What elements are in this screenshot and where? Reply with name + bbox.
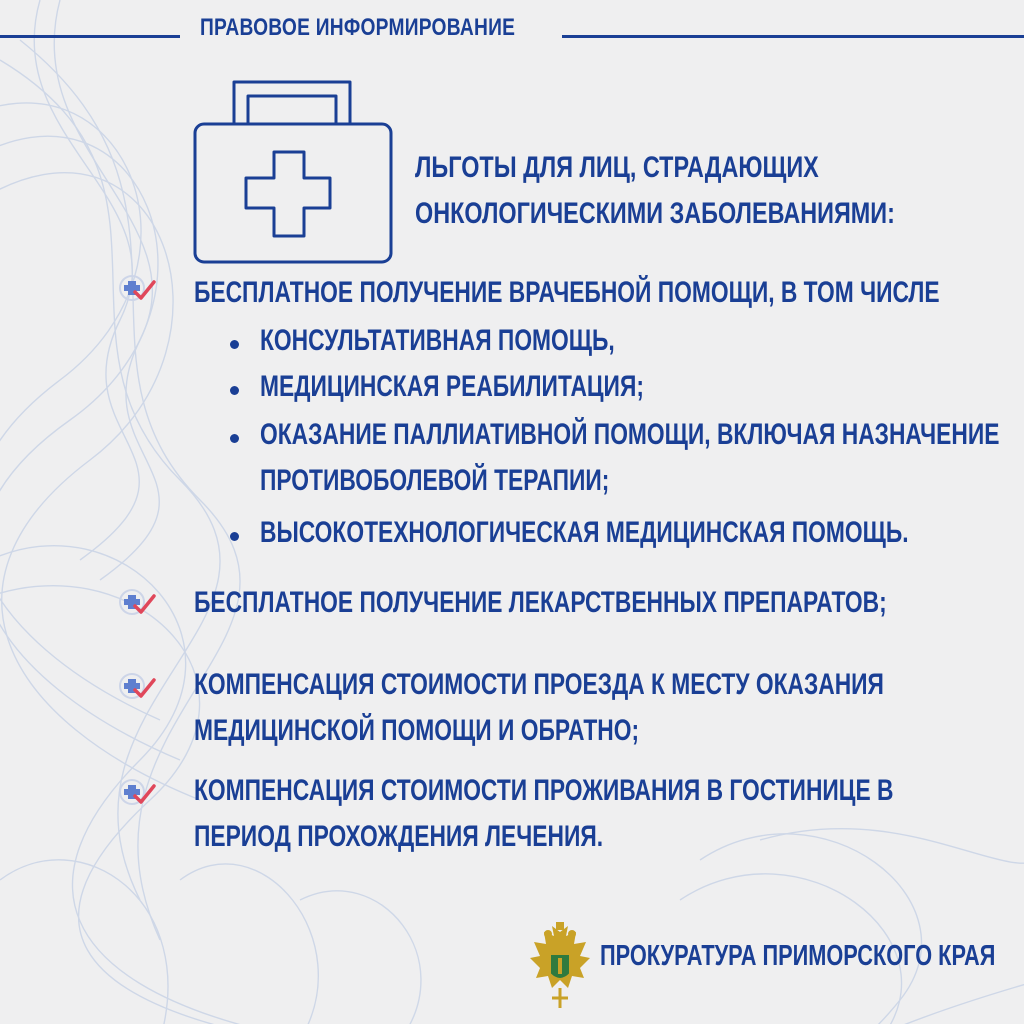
subitem-bullet (230, 386, 239, 395)
subitem-bullet (230, 434, 239, 443)
medical-cross-check-icon (110, 584, 162, 620)
medical-cross-check-icon (110, 668, 162, 704)
intro-line-2: ОНКОЛОГИЧЕСКИМИ ЗАБОЛЕВАНИЯМИ: (415, 197, 895, 230)
header-rule-right (562, 35, 1024, 38)
subitem-bullet (230, 340, 239, 349)
intro-line-1: ЛЬГОТЫ ДЛЯ ЛИЦ, СТРАДАЮЩИХ (415, 151, 819, 184)
subitem-bullet (230, 532, 239, 541)
double-headed-eagle-emblem-icon (526, 922, 594, 1012)
benefits-intro-heading (415, 145, 895, 237)
page-header-title: ПРАВОВОЕ ИНФОРМИРОВАНИЕ (200, 14, 516, 41)
subitem-3-line-2: ПРОТИВОБОЛЕВОЙ ТЕРАПИИ; (260, 464, 610, 497)
medical-cross-check-icon (110, 774, 162, 810)
medical-cross-check-icon (110, 270, 162, 306)
first-aid-kit-icon (188, 78, 398, 268)
subitem-3 (260, 412, 999, 504)
organization-name: ПРОКУРАТУРА ПРИМОРСКОГО КРАЯ (600, 940, 996, 972)
benefit-4-line-2: ПЕРИОД ПРОХОЖДЕНИЯ ЛЕЧЕНИЯ. (194, 820, 604, 853)
benefit-4-text (194, 768, 893, 860)
subitem-4: ВЫСОКОТЕХНОЛОГИЧЕСКАЯ МЕДИЦИНСКАЯ ПОМОЩЬ. (260, 516, 909, 549)
benefit-3-line-1: КОМПЕНСАЦИЯ СТОИМОСТИ ПРОЕЗДА К МЕСТУ ОКАЗАНИЯ (194, 668, 884, 701)
benefit-4-line-1: КОМПЕНСАЦИЯ СТОИМОСТИ ПРОЖИВАНИЯ В ГОСТИНИЦЕ В (194, 774, 894, 807)
benefit-2-text: БЕСПЛАТНОЕ ПОЛУЧЕНИЕ ЛЕКАРСТВЕННЫХ ПРЕПАРАТОВ; (194, 586, 887, 619)
subitem-2: МЕДИЦИНСКАЯ РЕАБИЛИТАЦИЯ; (260, 370, 644, 403)
benefit-1-text: БЕСПЛАТНОЕ ПОЛУЧЕНИЕ ВРАЧЕБНОЙ ПОМОЩИ, В ТОМ ЧИСЛЕ (194, 276, 940, 309)
subitem-1: КОНСУЛЬТАТИВНАЯ ПОМОЩЬ, (260, 324, 615, 357)
header-rule-left (0, 35, 180, 38)
benefit-3-line-2: МЕДИЦИНСКОЙ ПОМОЩИ И ОБРАТНО; (194, 714, 640, 747)
subitem-3-line-1: ОКАЗАНИЕ ПАЛЛИАТИВНОЙ ПОМОЩИ, ВКЛЮЧАЯ НАЗНАЧЕНИЕ (260, 418, 1000, 451)
benefit-3-text (194, 662, 884, 754)
